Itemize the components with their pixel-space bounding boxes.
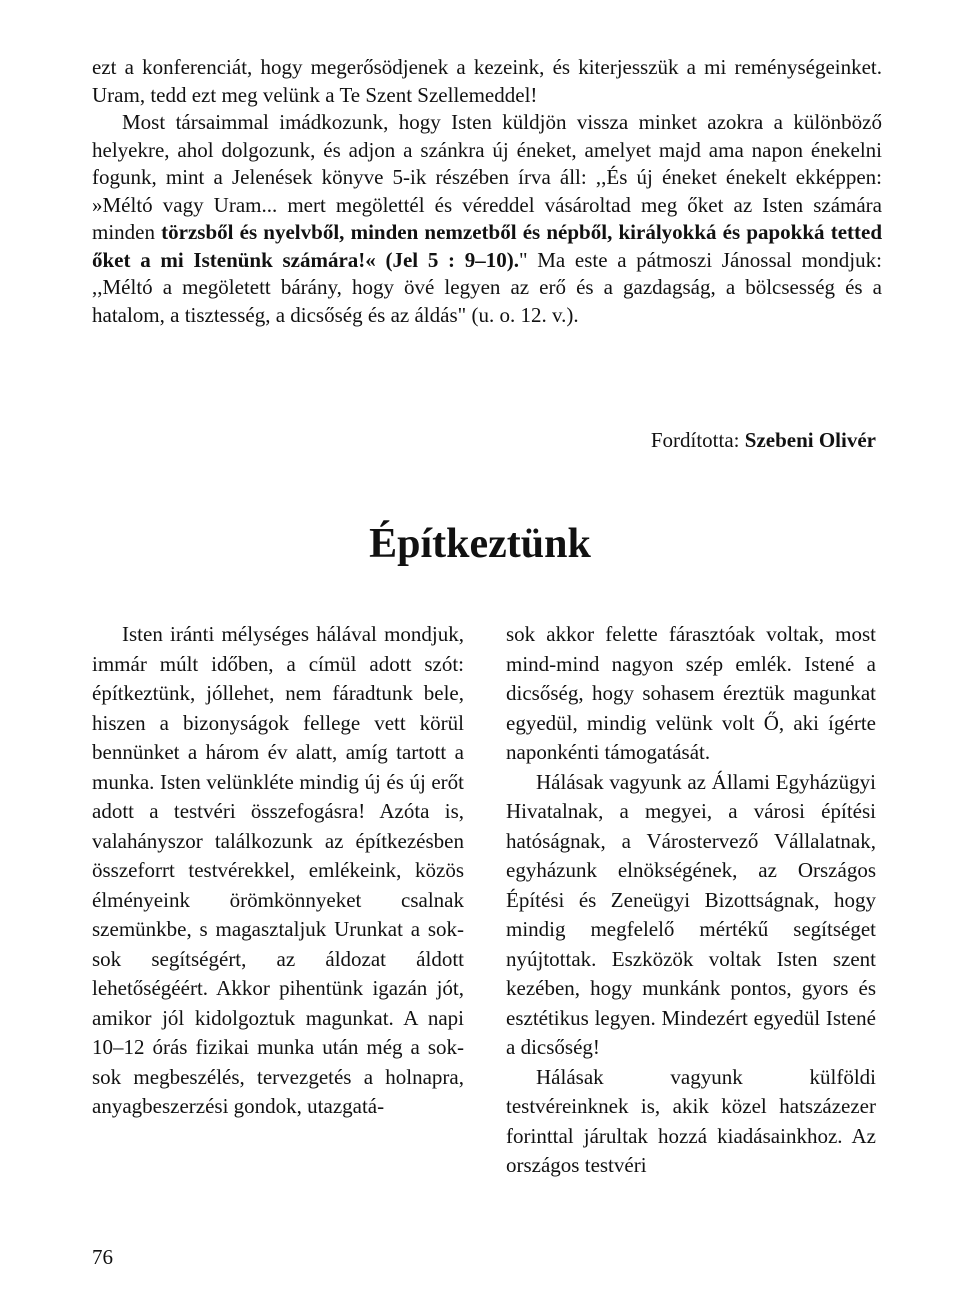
translator-label: Fordította: [650,428,740,452]
right-paragraph-2: Hálásak vagyunk az Állami Egyházügyi Hivatalnak, a megyei, a városi építési hatóságnak, a Várostervező Vállalatnak, egyházunk elnökségének, az Országos Építési és Zeneügyi Bizottságnak, hogy mindig megfelelő mértékű segítséget nyújtottak. Eszközök voltak Isten szent kezében, hogy munkánk pontos, gyors és esztétikus legyen. Mindezért egyedül Istené a dicsőség! [506,769,876,1059]
right-paragraph-3: Hálásak vagyunk külföldi testvéreinknek is, akik közel hatszázezer forinttal járultak hozzá kiadásainkhoz. Az országos testvéri [506,1064,876,1177]
intro-paragraph-2-part-a: Most társaimmal imádkozunk, hogy Isten küldjön vissza minket azokra a különböző helyekre, ahol dolgozunk, és adjon a szánkra új éneket, amelyet majd ama napon énekelni fogunk, mint a Jelenések könyve 5-ik részében írva áll: ,,És új éneket énekelt ekképpen: »Méltó vagy Uram... mert megölettél és véreddel vásároltad meg őket az Isten számára minden [92,110,882,244]
left-paragraph-1: Isten iránti mélységes hálával mondjuk, immár múlt időben, a címül adott szót: építkeztünk, jóllehet, nem fáradtunk bele, hiszen a bizonyságok fellege vett körül bennünket a három év alatt, amíg tartott a munka. Isten velünkléte mindig új és új erőt adott a testvéri összefogásra! Azóta is, valahányszor találkozunk az építkezésben összeforrt testvérekkel, emlékeink, közös élményeink örömkönnyeket csalnak szemünkbe, s magasztaljuk Urunkat a sok-sok segítségért, az áldozat áldott lehetőségéért. Akkor pihentünk igazán jót, amikor jól kidolgoztuk magunkat. A napi 10–12 órás fizikai munka után még a sok-sok megbeszélés, tervezgetés a holnapra, anyagbeszerzési gondok, utazgatá- [92,622,464,1118]
translator-name: Szebeni Olivér [744,428,876,452]
page-number: 76 [92,1245,113,1269]
intro-paragraph-2-part-b: " Ma este a pátmoszi Jánossal mondjuk: ,,Méltó a megöletett bárány, hogy övé legyen az erő és a gazdagság, a bölcsesség és a hatalom, a tisztesség, a dicsőség és az áldás" (u. o. 12. v.). [92,247,882,327]
left-column [92,620,464,1122]
intro-paragraph-2-bold: törzsből és nyelvből, minden nemzetből és népből, királyokká és papokká tetted őket a mi Istenünk számára!« (Jel 5 : 9–10). [92,220,883,272]
intro-text [92,54,882,329]
intro-paragraph-1: ezt a konferenciát, hogy megerősödjenek a kezeink, és kiterjesszük a mi reménységeinket. Uram, tedd ezt meg velünk a Te Szent Szellemeddel! [92,55,882,107]
article-title: Építkeztünk [369,521,591,567]
right-paragraph-1: sok akkor felette fárasztóak voltak, most mind-mind nagyon szép emlék. Istené a dicsőség, hogy sohasem éreztük magunkat egyedül, mindig velünk volt Ő, aki ígérte naponkénti támogatását. [506,622,876,764]
intro-paragraph-2 [92,109,882,329]
right-column [506,620,876,1181]
translator-credit [651,427,876,454]
